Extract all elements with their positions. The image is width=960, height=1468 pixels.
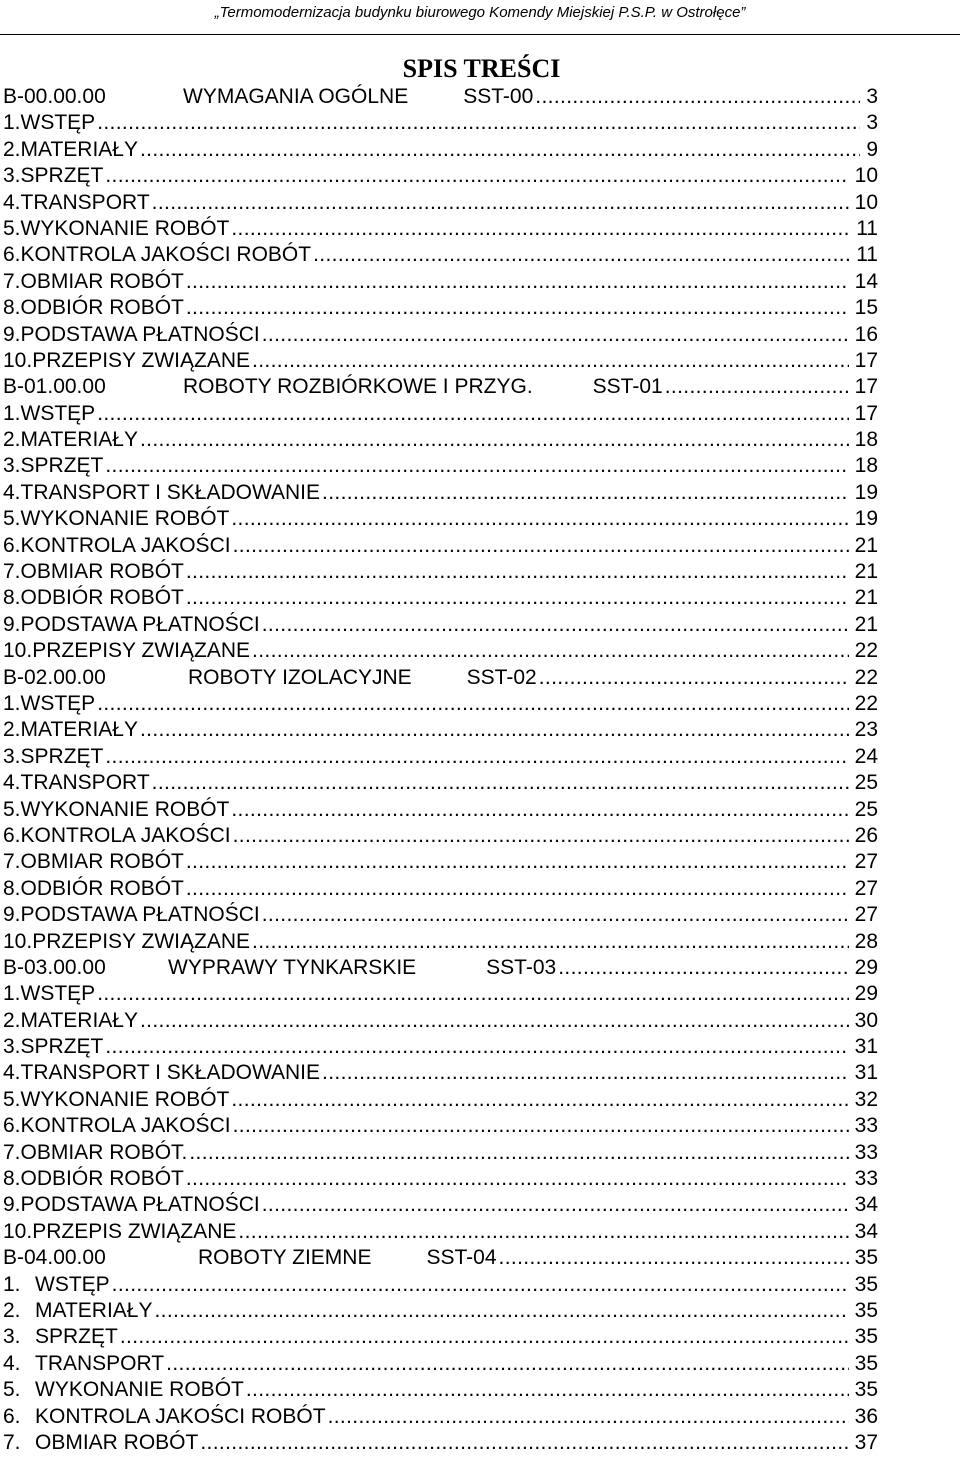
toc-entry-text (3, 427, 138, 453)
toc-section-entry[interactable] (3, 665, 878, 691)
toc-entry[interactable] (3, 269, 878, 295)
page-number: 11 (856, 243, 878, 267)
dot-leader (231, 1087, 848, 1113)
toc-entry-text (3, 1272, 110, 1298)
section-code: B-01.00.00 (3, 375, 106, 399)
toc-title: SPIS TREŚCI (402, 54, 561, 83)
toc-entry-text (3, 453, 103, 479)
toc-section-entry[interactable] (3, 84, 878, 110)
section-code: B-03.00.00 (3, 955, 106, 979)
dot-leader (140, 427, 849, 453)
page-number: 19 (854, 480, 878, 504)
entry-title: 10.PRZEPISY ZWIĄZANE (3, 348, 251, 372)
entry-number: 6. (3, 1404, 21, 1428)
dot-leader (238, 1219, 848, 1245)
page-number: 36 (854, 1404, 878, 1428)
toc-entry[interactable] (3, 1192, 878, 1218)
page-number: 35 (854, 1246, 878, 1270)
entry-title: 8.ODBIÓR ROBÓT (3, 586, 184, 610)
dot-leader (252, 638, 849, 664)
dot-leader (186, 1166, 849, 1192)
entry-title: 7.OBMIAR ROBÓT (3, 850, 184, 874)
entry-number: 2. (3, 1298, 21, 1322)
entry-title: 3.SPRZĘT (3, 1035, 104, 1059)
entry-title: 7.OBMIAR ROBÓT (3, 269, 184, 293)
toc-entry-text (3, 770, 150, 796)
dot-leader (97, 691, 848, 717)
toc-entry-text (3, 1351, 164, 1377)
toc-entry[interactable] (3, 1351, 878, 1377)
toc-entry[interactable] (3, 876, 878, 902)
toc-entry-text (3, 1192, 260, 1218)
entry-title: SPRZĘT (35, 1325, 118, 1349)
dot-leader (186, 849, 849, 875)
toc-entry[interactable] (3, 823, 878, 849)
entry-title: 8.ODBIÓR ROBÓT (3, 1167, 184, 1191)
page-number: 21 (854, 560, 878, 584)
toc-entry[interactable] (3, 348, 878, 374)
toc-entry-text (3, 665, 537, 691)
dot-leader (186, 269, 849, 295)
toc-entry[interactable] (3, 1060, 878, 1086)
dot-leader (231, 797, 848, 823)
toc-entry[interactable] (3, 1324, 878, 1350)
page-number: 10 (854, 164, 878, 188)
page-number: 25 (854, 797, 878, 821)
toc-entry[interactable] (3, 559, 878, 585)
dot-leader (189, 1140, 848, 1166)
entry-title: KONTROLA JAKOŚCI ROBÓT (35, 1404, 326, 1428)
toc-entry[interactable] (3, 1298, 878, 1324)
toc-entry-text (3, 1219, 236, 1245)
entry-title: 1.WSTĘP (3, 401, 96, 425)
toc-entry[interactable] (3, 216, 878, 242)
dot-leader (262, 902, 849, 928)
entry-number: 1. (3, 1272, 21, 1296)
entry-number: 7. (3, 1430, 21, 1454)
dot-leader (558, 955, 848, 981)
toc-entry-text (3, 216, 229, 242)
toc-entry[interactable] (3, 1113, 878, 1139)
toc-entry[interactable] (3, 929, 878, 955)
toc-entry[interactable] (3, 585, 878, 611)
page-number: 9 (866, 137, 878, 161)
toc-entry-text (3, 269, 184, 295)
section-spec: SST-04 (426, 1246, 497, 1270)
entry-number: 5. (3, 1378, 21, 1402)
dot-leader (112, 1272, 849, 1298)
page-number: 33 (854, 1140, 878, 1164)
dot-leader (231, 506, 848, 532)
toc-entry-text (3, 322, 260, 348)
dot-leader (233, 823, 849, 849)
toc-entry-text (3, 1166, 184, 1192)
toc-entry-text (3, 1377, 244, 1403)
page-number: 11 (856, 216, 878, 240)
dot-leader (105, 453, 848, 479)
entry-title: 1.WSTĘP (3, 111, 96, 135)
toc-entry-text (3, 585, 184, 611)
toc-entry[interactable] (3, 506, 878, 532)
page-number: 34 (854, 1219, 878, 1243)
toc-entry[interactable] (3, 453, 878, 479)
entry-title: 7.OBMIAR ROBÓT (3, 560, 184, 584)
dot-leader (97, 401, 848, 427)
dot-leader (262, 1192, 849, 1218)
header-rule (0, 34, 960, 35)
page-number: 34 (854, 1193, 878, 1217)
toc-entry-text (3, 1008, 138, 1034)
toc-entry-text (3, 691, 95, 717)
page-number: 19 (854, 507, 878, 531)
toc-entry-text (3, 1060, 320, 1086)
header-title: „Termomodernizacja budynku biurowego Komendy Miejskiej P.S.P. w Ostrołęce” (214, 4, 746, 21)
toc-entry-text (3, 717, 138, 743)
dot-leader (152, 770, 849, 796)
dot-leader (328, 1404, 849, 1430)
toc-section-entry[interactable] (3, 955, 878, 981)
toc-entry-text (3, 876, 184, 902)
section-code: B-00.00.00 (3, 85, 106, 108)
entry-title: 10.PRZEPISY ZWIĄZANE (3, 929, 251, 953)
entry-title: 9.PODSTAWA PŁATNOŚCI (3, 1193, 260, 1217)
toc-entry[interactable] (3, 1008, 878, 1034)
toc-entry-text (3, 242, 311, 268)
page-number: 29 (854, 982, 878, 1006)
entry-title: 9.PODSTAWA PŁATNOŚCI (3, 322, 260, 346)
entry-title: 2.MATERIAŁY (3, 718, 138, 742)
section-title: ROBOTY IZOLACYJNE (188, 665, 412, 689)
toc-entry-text (3, 348, 250, 374)
entry-title: WYKONANIE ROBÓT (35, 1378, 244, 1402)
dot-leader (252, 929, 849, 955)
toc-entry[interactable] (3, 797, 878, 823)
toc-section-entry[interactable] (3, 1245, 878, 1271)
toc-entry-text (3, 401, 95, 427)
page-number: 18 (854, 454, 878, 478)
entry-title: 6.KONTROLA JAKOŚCI ROBÓT (3, 243, 312, 267)
page-number: 3 (866, 111, 878, 135)
dot-leader (97, 981, 848, 1007)
toc-entry-text (3, 559, 184, 585)
toc-entry-text (3, 84, 533, 110)
toc-entry-text (3, 137, 138, 163)
page-number: 22 (854, 639, 878, 663)
page-number: 10 (854, 190, 878, 214)
entry-title: 9.PODSTAWA PŁATNOŚCI (3, 612, 260, 636)
page-number: 25 (854, 771, 878, 795)
page-number: 37 (854, 1430, 878, 1454)
dot-leader (262, 612, 849, 638)
toc-entry[interactable] (3, 1034, 878, 1060)
entry-title: 8.ODBIÓR ROBÓT (3, 296, 184, 320)
toc-entry[interactable] (3, 612, 878, 638)
toc-entry[interactable] (3, 638, 878, 664)
page-number: 35 (854, 1378, 878, 1402)
page-number: 27 (854, 850, 878, 874)
dot-leader (322, 480, 849, 506)
page-number: 27 (854, 903, 878, 927)
toc-entry[interactable] (3, 427, 878, 453)
entry-title: MATERIAŁY (35, 1298, 153, 1322)
toc-entry-text (3, 1324, 118, 1350)
dot-leader (313, 242, 850, 268)
page-number: 23 (854, 718, 878, 742)
toc-entry-text (3, 955, 556, 981)
table-of-contents (3, 84, 878, 1456)
toc-entry[interactable] (3, 717, 878, 743)
dot-leader (535, 84, 860, 110)
toc-entry-text (3, 1404, 326, 1430)
section-spec: SST-03 (486, 955, 557, 979)
toc-entry[interactable] (3, 1377, 878, 1403)
toc-entry-text (3, 480, 320, 506)
dot-leader (152, 190, 849, 216)
toc-entry-text (3, 1087, 229, 1113)
entry-title: 9.PODSTAWA PŁATNOŚCI (3, 903, 260, 927)
entry-title: 6.KONTROLA JAKOŚCI (3, 823, 231, 847)
page-number: 14 (854, 269, 878, 293)
toc-entry[interactable] (3, 322, 878, 348)
page-number: 22 (854, 691, 878, 715)
dot-leader (262, 322, 849, 348)
page-number: 17 (854, 401, 878, 425)
dot-leader (140, 1008, 849, 1034)
toc-entry-text (3, 823, 231, 849)
toc-entry[interactable] (3, 1140, 878, 1166)
entry-title: 5.WYKONANIE ROBÓT (3, 216, 230, 240)
dot-leader (105, 744, 848, 770)
toc-entry[interactable] (3, 1219, 878, 1245)
page-number: 30 (854, 1008, 878, 1032)
page-number: 32 (854, 1087, 878, 1111)
page-number: 15 (854, 296, 878, 320)
toc-entry-text (3, 533, 231, 559)
entry-title: 3.SPRZĘT (3, 454, 104, 478)
toc-entry[interactable] (3, 1430, 878, 1456)
toc-entry[interactable] (3, 137, 878, 163)
page-number: 18 (854, 428, 878, 452)
page-number: 35 (854, 1325, 878, 1349)
entry-title: 2.MATERIAŁY (3, 1008, 138, 1032)
page-number: 35 (854, 1298, 878, 1322)
page-number: 33 (854, 1167, 878, 1191)
toc-entry[interactable] (3, 1272, 878, 1298)
page-number: 31 (854, 1035, 878, 1059)
toc-entry[interactable] (3, 295, 878, 321)
dot-leader (200, 1430, 848, 1456)
dot-leader (539, 665, 849, 691)
page-number: 21 (854, 533, 878, 557)
entry-number: 4. (3, 1351, 21, 1375)
section-spec: SST-00 (463, 85, 534, 108)
entry-title: 1.WSTĘP (3, 982, 96, 1006)
page-number: 31 (854, 1061, 878, 1085)
dot-leader (140, 137, 860, 163)
entry-title: OBMIAR ROBÓT (35, 1430, 199, 1454)
entry-title: WSTĘP (35, 1272, 110, 1296)
toc-entry-text (3, 612, 260, 638)
toc-entry-text (3, 110, 95, 136)
dot-leader (246, 1377, 849, 1403)
toc-entry[interactable] (3, 744, 878, 770)
page-number: 22 (854, 665, 878, 689)
section-spec: SST-01 (592, 375, 663, 399)
page-number: 24 (854, 744, 878, 768)
toc-entry[interactable] (3, 981, 878, 1007)
dot-leader (154, 1298, 848, 1324)
entry-title: 7.OBMIAR ROBÓT. (3, 1140, 188, 1164)
toc-entry-text (3, 929, 250, 955)
toc-entry[interactable] (3, 849, 878, 875)
section-title: WYMAGANIA OGÓLNE (183, 85, 409, 108)
page-number: 28 (854, 929, 878, 953)
page-number: 35 (854, 1351, 878, 1375)
toc-entry[interactable] (3, 480, 878, 506)
toc-entry-text (3, 190, 150, 216)
section-title: ROBOTY ZIEMNE (198, 1246, 372, 1270)
page-number: 21 (854, 586, 878, 610)
entry-title: 4.TRANSPORT (3, 190, 150, 214)
toc-entry-text (3, 1298, 152, 1324)
page-number: 17 (854, 375, 878, 399)
section-code: B-04.00.00 (3, 1246, 106, 1270)
toc-entry[interactable] (3, 401, 878, 427)
dot-leader (233, 533, 849, 559)
toc-entry-text (3, 981, 95, 1007)
dot-leader (186, 585, 849, 611)
entry-title: 10.PRZEPISY ZWIĄZANE (3, 639, 251, 663)
page-number: 16 (854, 322, 878, 346)
toc-entry[interactable] (3, 1166, 878, 1192)
dot-leader (166, 1351, 849, 1377)
entry-title: 4.TRANSPORT I SKŁADOWANIE (3, 1061, 321, 1085)
entry-title: 10.PRZEPIS ZWIĄZANE (3, 1219, 237, 1243)
page-number: 17 (854, 348, 878, 372)
page-number: 35 (854, 1272, 878, 1296)
entry-title: 4.TRANSPORT I SKŁADOWANIE (3, 480, 321, 504)
entry-title: 4.TRANSPORT (3, 771, 150, 795)
section-spec: SST-02 (466, 665, 537, 689)
toc-entry-text (3, 744, 103, 770)
page-header (0, 0, 960, 38)
entry-title: 1.WSTĘP (3, 691, 96, 715)
dot-leader (186, 876, 849, 902)
entry-title: 5.WYKONANIE ROBÓT (3, 1087, 230, 1111)
toc-entry-text (3, 1430, 198, 1456)
toc-entry[interactable] (3, 1404, 878, 1430)
toc-entry-text (3, 1034, 103, 1060)
page-number: 33 (854, 1114, 878, 1138)
page-number: 3 (866, 85, 878, 108)
dot-leader (105, 1034, 848, 1060)
toc-entry-text (3, 849, 184, 875)
toc-entry[interactable] (3, 770, 878, 796)
page-number: 26 (854, 823, 878, 847)
toc-entry-text (3, 902, 260, 928)
toc-entry[interactable] (3, 190, 878, 216)
entry-title: 2.MATERIAŁY (3, 137, 138, 161)
toc-entry-text (3, 374, 663, 400)
entry-title: 8.ODBIÓR ROBÓT (3, 876, 184, 900)
toc-entry-text (3, 1245, 497, 1271)
entry-number: 3. (3, 1325, 21, 1349)
dot-leader (252, 348, 849, 374)
section-title: WYPRAWY TYNKARSKIE (168, 955, 417, 979)
toc-entry[interactable] (3, 902, 878, 928)
entry-title: 5.WYKONANIE ROBÓT (3, 797, 230, 821)
dot-leader (97, 110, 860, 136)
dot-leader (105, 163, 848, 189)
section-code: B-02.00.00 (3, 665, 106, 689)
dot-leader (499, 1245, 849, 1271)
dot-leader (231, 216, 850, 242)
entry-title: 3.SPRZĘT (3, 164, 104, 188)
toc-entry[interactable] (3, 163, 878, 189)
dot-leader (322, 1060, 849, 1086)
toc-entry[interactable] (3, 1087, 878, 1113)
toc-section-entry[interactable] (3, 374, 878, 400)
toc-entry[interactable] (3, 110, 878, 136)
section-title: ROBOTY ROZBIÓRKOWE I PRZYG. (183, 375, 533, 399)
toc-entry[interactable] (3, 242, 878, 268)
toc-entry-text (3, 506, 229, 532)
dot-leader (140, 717, 849, 743)
entry-title: 2.MATERIAŁY (3, 428, 138, 452)
entry-title: 3.SPRZĘT (3, 744, 104, 768)
toc-entry-text (3, 1140, 187, 1166)
dot-leader (665, 374, 849, 400)
toc-entry[interactable] (3, 691, 878, 717)
page-number: 21 (854, 612, 878, 636)
entry-title: 6.KONTROLA JAKOŚCI (3, 533, 231, 557)
toc-entry-text (3, 295, 184, 321)
toc-entry-text (3, 638, 250, 664)
entry-title: 5.WYKONANIE ROBÓT (3, 507, 230, 531)
entry-title: TRANSPORT (35, 1351, 165, 1375)
dot-leader (233, 1113, 849, 1139)
entry-title: 6.KONTROLA JAKOŚCI (3, 1114, 231, 1138)
dot-leader (120, 1324, 849, 1350)
dot-leader (186, 559, 849, 585)
page-number: 27 (854, 876, 878, 900)
toc-entry-text (3, 1113, 231, 1139)
toc-entry-text (3, 163, 103, 189)
dot-leader (186, 295, 849, 321)
page-number: 29 (854, 955, 878, 979)
toc-entry[interactable] (3, 533, 878, 559)
toc-entry-text (3, 797, 229, 823)
